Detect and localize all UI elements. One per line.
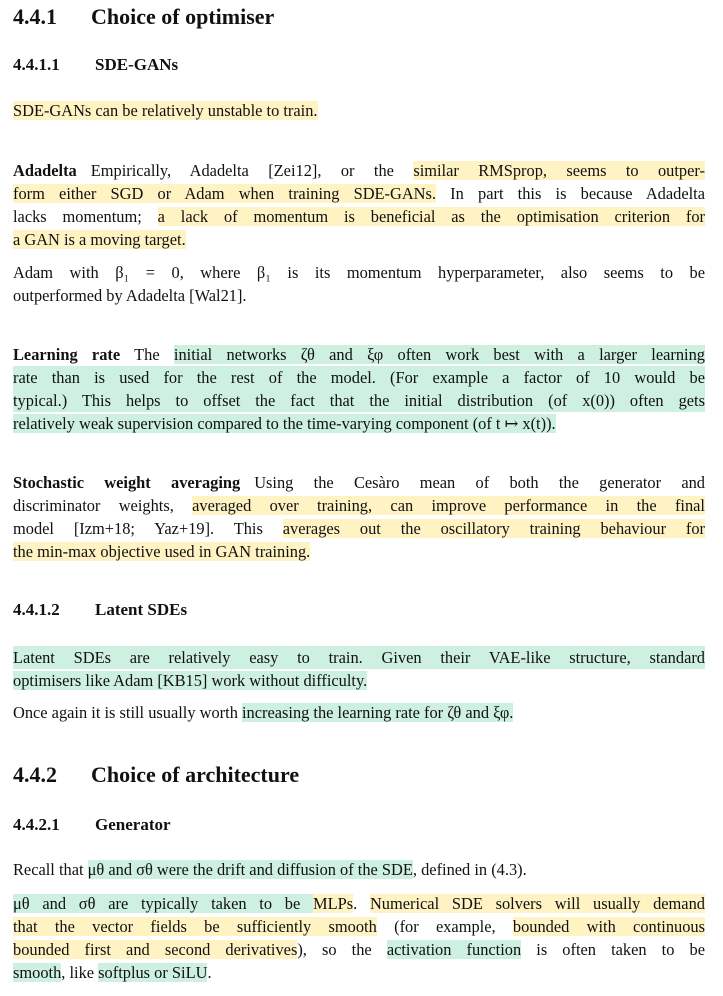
section-title: Generator [95,815,171,834]
subsubsection-heading-4-4-1-1 [13,55,178,75]
highlight-yellow: form either SGD or Adam when training SDE-GANs. [13,184,436,203]
paragraph-line: Recall that μθ and σθ were the drift and diffusion of the SDE, defined in (4.3). [13,860,527,879]
highlight-green: activation function [386,940,522,959]
paragraph-heading: Stochastic weight averaging [13,473,241,492]
highlight-green: optimisers like Adam [KB15] work without difficulty. [13,671,368,690]
paragraph-line: form either SGD or Adam when training SDE-GANs. In part this is because Adadelta [13,184,705,203]
section-number: 4.4.2.1 [13,815,60,834]
subsubsection-heading-4-4-1-2 [13,600,187,620]
paragraph-line: Once again it is still usually worth increasing the learning rate for ζθ and ξφ. [13,703,514,722]
paragraph-line: rate than is used for the rest of the model. (For example a factor of 10 would be [13,368,705,387]
highlight-yellow: bounded first and second derivatives [13,940,298,959]
paragraph-heading: Learning rate [13,345,121,364]
paragraph-heading: Adadelta [13,161,77,180]
paragraph-line: μθ and σθ are typically taken to be MLPs. Numerical SDE solvers will usually demand [13,894,705,913]
highlight-yellow: similar RMSprop, seems to outper- [413,161,705,180]
paragraph-line [13,99,705,122]
section-number: 4.4.1 [13,4,57,29]
highlight-green: initial networks ζθ and ξφ often work best with a larger learning [173,345,705,364]
paragraph-line: lacks momentum; a lack of momentum is beneficial as the optimisation criterion for [13,207,706,226]
paragraph-line: discriminator weights, averaged over training, can improve performance in the final [13,496,705,515]
highlight-green: increasing the learning rate for ζθ and ξφ. [241,703,514,722]
highlight-green: relatively weak supervision compared to the time-varying component (of t ↦ x(t)). [13,414,556,433]
highlight-yellow: averaged over training, can improve performance in the final [192,496,705,515]
section-title: Choice of architecture [91,762,300,787]
section-number: 4.4.1.1 [13,55,60,74]
section-number: 4.4.1.2 [13,600,60,619]
section-number: 4.4.2 [13,762,57,787]
paragraph-line: Latent SDEs are relatively easy to train. Given their VAE-like structure, standard [13,648,705,667]
section-title: Latent SDEs [95,600,188,619]
highlight-yellow: a GAN is a moving target. [13,230,186,249]
paragraph-line: Stochastic weight averaging Using the Cesàro mean of both the generator and [13,473,705,492]
paragraph-line [13,669,705,692]
highlight-yellow: SDE-GANs can be relatively unstable to train. [13,101,318,120]
highlight-green: smooth [13,963,62,982]
paragraph-line: that the vector fields be sufficiently smooth (for example, bounded with continuous [13,917,705,936]
highlight-yellow: averages out the oscillatory training behaviour for [282,519,705,538]
highlight-yellow: Numerical SDE solvers will usually demand [369,894,705,913]
section-heading-4-4-2 [13,762,299,788]
highlight-green: μθ and σθ were the drift and diffusion of the SDE [87,860,413,879]
section-title: SDE-GANs [95,55,179,74]
paragraph-line [13,540,705,563]
highlight-yellow: bounded with continuous [512,917,705,936]
paragraph-line [13,412,705,435]
section-title: Choice of optimiser [91,4,275,29]
paragraph-line: bounded first and second derivatives), so the activation function is often taken to be [13,940,705,959]
paragraph-line: typical.) This helps to offset the fact that the initial distribution (of x(0)) often gets [13,391,705,410]
paragraph-line [13,228,705,251]
subsubsection-heading-4-4-2-1 [13,815,171,835]
highlight-yellow: MLPs [313,894,354,913]
highlight-yellow: a lack of momentum is beneficial as the optimisation criterion for [157,207,706,226]
paragraph-line: Adadelta Empirically, Adadelta [Zei12], or the similar RMSprop, seems to outper- [13,161,705,180]
highlight-green: μθ and σθ are typically taken to be [13,894,314,913]
paragraph-line: outperformed by Adadelta [Wal21]. [13,286,247,305]
paragraph-line: smooth, like softplus or SiLU. [13,963,212,982]
paragraph-line: Learning rate The initial networks ζθ and ξφ often work best with a larger learning [13,345,705,364]
paragraph-line: Adam with β₁ = 0, where β₁ is its momentum hyperparameter, also seems to be [13,263,705,282]
paragraph-line: model [Izm+18; Yaz+19]. This averages out the oscillatory training behaviour for [13,519,705,538]
highlight-green: softplus or SiLU [98,963,208,982]
highlight-yellow: that the vector fields be sufficiently smooth [13,917,377,936]
section-heading-4-4-1 [13,4,274,30]
highlight-yellow: the min-max objective used in GAN training. [13,542,311,561]
